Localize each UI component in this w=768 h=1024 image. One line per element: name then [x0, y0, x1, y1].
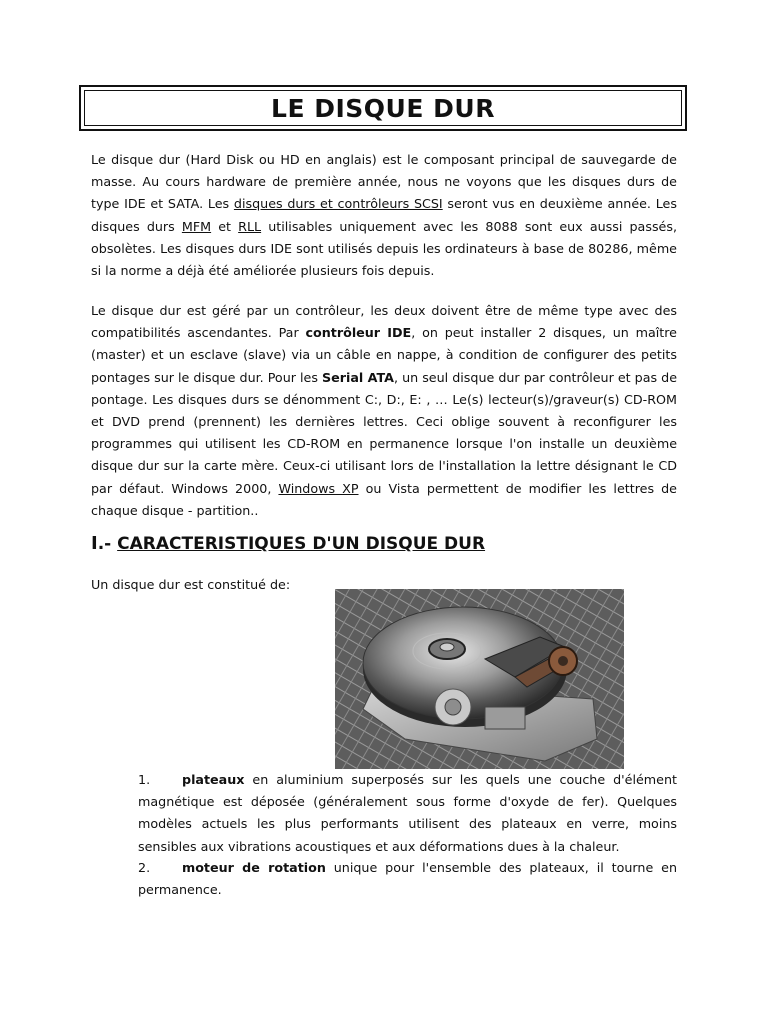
p2-text-4: ou Vista permettent de modifier les lettres de chaque disque - partition..	[91, 480, 677, 518]
list-text: en aluminium superposés sur les quels une couche d'élément magnétique est déposée (généralement sous forme d'oxyde de fer). Quelques modèles actuels les plus performants utilisent des plateaux en verre, moins sensibles aux vibrations acoustiques et aux déformations dues à la chaleur.	[138, 772, 677, 854]
list-text: unique pour l'ensemble des plateaux, il tourne en permanence.	[138, 860, 677, 898]
list-term: plateaux	[182, 772, 245, 787]
p1-text-4: utilisables uniquement avec les 8088 sont eux aussi passés, obsolètes. Les disques durs IDE sont utilisés depuis les ordinateurs à base de 80286, même si la norme a déjà été améliorée plusieurs fois depuis.	[91, 218, 678, 279]
p1-text-1: Le disque dur (Hard Disk ou HD en anglais) est le composant principal de sauvegarde de masse. Au cours hardware de première année, nous ne voyons que les disques durs de type IDE et SATA. Les	[91, 152, 677, 212]
bold-ide-controller: contrôleur IDE	[305, 325, 412, 341]
link-rll[interactable]: RLL	[238, 218, 262, 234]
p2-text-3: , un seul disque dur par contrôleur et pas de pontage. Les disques durs se dénomment C:, D:, E: , … Le(s) lecteur(s)/graveur(s) CD-ROM et DVD prend (prennent) les dernières lettres. Ceci oblige souvent à reconfigurer les programmes qui utilisent les CD-ROM en permanence lorsque l'on installe un deuxième disque dur sur la carte mère. Ceux-ci utilisant lors de l'installation la lettre désignant le CD par défaut. Windows 2000,	[91, 369, 678, 496]
section-separator: .-	[97, 534, 118, 554]
page-title: LE DISQUE DUR	[271, 93, 495, 123]
link-mfm[interactable]: MFM	[181, 218, 212, 234]
link-windows-xp[interactable]: Windows XP	[278, 480, 359, 496]
paragraph-intro	[91, 149, 677, 282]
p1-text-3: et	[211, 218, 239, 234]
p2-text-1: Le disque dur est géré par un contrôleur, les deux doivent être de même type avec des compatibilités ascendantes. Par	[91, 303, 677, 341]
bold-serial-ata: Serial ATA	[321, 369, 394, 385]
p1-text-2: seront vus en deuxième année. Les disques durs	[91, 196, 677, 234]
title-inner-frame	[84, 90, 682, 126]
paragraph-controller	[91, 300, 677, 522]
hard-disk-photo	[335, 589, 624, 769]
section-heading	[91, 533, 485, 554]
list-number: 1.	[138, 772, 151, 787]
p2-text-2: , on peut installer 2 disques, un maître (master) et un esclave (slave) via un câble en nappe, à condition de configurer des petits pontages sur le disque dur. Pour les	[91, 325, 677, 385]
list-term: moteur de rotation	[182, 860, 326, 875]
list-item-moteur	[138, 857, 677, 901]
list-item-plateaux	[138, 769, 677, 858]
link-scsi[interactable]: disques durs et contrôleurs SCSI	[233, 196, 443, 212]
list-number: 2.	[138, 860, 151, 875]
section-number: I	[91, 533, 98, 554]
intro-text: Un disque dur est constitué de:	[91, 577, 291, 592]
title-box	[79, 85, 687, 131]
section-title: CARACTERISTIQUES D'UN DISQUE DUR	[117, 534, 486, 554]
